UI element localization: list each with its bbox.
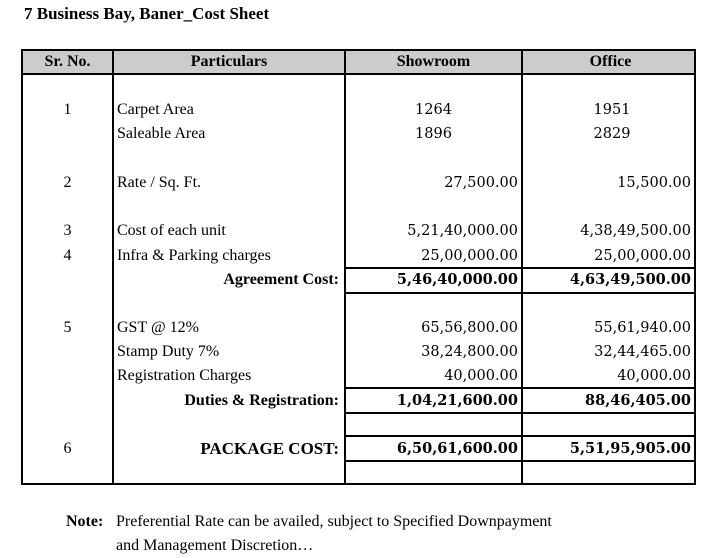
header-particulars: Particulars: [190, 53, 268, 70]
column-divider: [112, 51, 114, 483]
note-label: Note:: [66, 513, 104, 530]
showroom-value: 1896: [415, 126, 452, 142]
particular: Stamp Duty 7%: [117, 343, 220, 360]
office-value: 2829: [593, 126, 631, 142]
showroom-value: 40,000.00: [444, 368, 518, 384]
subtotal-label: Duties & Registration:: [184, 392, 339, 409]
row-divider: [344, 292, 694, 294]
office-value: 4,63,49,500.00: [569, 271, 691, 288]
note-line-1: Preferential Rate can be availed, subject to Specified Downpayment: [116, 513, 552, 530]
table-header: [23, 51, 694, 75]
sr-no: 2: [63, 174, 72, 191]
particular: GST @ 12%: [117, 319, 199, 336]
showroom-value: 65,56,800.00: [421, 320, 518, 336]
showroom-value: 1264: [415, 102, 452, 118]
header-office: Office: [589, 53, 632, 70]
showroom-value: 5,21,40,000.00: [407, 223, 518, 239]
office-value: 55,61,940.00: [594, 320, 691, 336]
showroom-value: 5,46,40,000.00: [396, 271, 518, 288]
office-value: 32,44,465.00: [594, 344, 691, 360]
showroom-value: 27,500.00: [444, 175, 518, 191]
particular: Carpet Area: [117, 101, 194, 118]
office-value: 1951: [593, 102, 631, 118]
cost-sheet-table: [21, 49, 696, 485]
sr-no: 6: [63, 440, 72, 457]
row-divider: [344, 412, 694, 414]
particular: Registration Charges: [117, 367, 252, 384]
showroom-value: 25,00,000.00: [421, 248, 518, 264]
sheet-title: 7 Business Bay, Baner_Cost Sheet: [24, 4, 270, 23]
particular: Saleable Area: [117, 125, 206, 142]
total-label: PACKAGE COST:: [200, 439, 339, 458]
particular: Infra & Parking charges: [117, 247, 271, 264]
note-line-2: and Management Discretion…: [116, 537, 314, 554]
office-value: 5,51,95,905.00: [569, 440, 691, 457]
office-value: 4,38,49,500.00: [580, 223, 691, 239]
particular: Cost of each unit: [117, 222, 226, 239]
header-showroom: Showroom: [396, 53, 471, 70]
office-value: 88,46,405.00: [585, 392, 691, 409]
header-sr-no: Sr. No.: [44, 53, 91, 70]
office-value: 40,000.00: [617, 368, 691, 384]
showroom-value: 38,24,800.00: [421, 344, 518, 360]
particular: Rate / Sq. Ft.: [117, 174, 202, 191]
row-divider: [344, 435, 694, 437]
subtotal-label: Agreement Cost:: [223, 271, 339, 288]
sr-no: 1: [63, 101, 72, 118]
showroom-value: 6,50,61,600.00: [396, 440, 518, 457]
sr-no: 5: [63, 319, 72, 336]
office-value: 15,500.00: [617, 175, 691, 191]
office-value: 25,00,000.00: [594, 248, 691, 264]
row-divider: [344, 387, 694, 389]
sr-no: 4: [63, 247, 72, 264]
row-divider: [344, 460, 694, 462]
showroom-value: 1,04,21,600.00: [396, 392, 518, 409]
sr-no: 3: [63, 222, 72, 239]
